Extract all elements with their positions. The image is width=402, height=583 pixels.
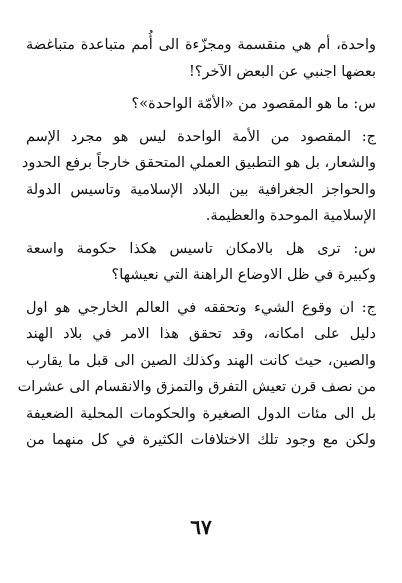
answer-line: ج: المقصود من الأمة الواحدة ليس هو مجرد الإسم: [26, 128, 376, 145]
page-body-text: [17, 32, 376, 454]
answer-line: ج: ان وقوع الشيء وتحققه في العالم الخارجي هو اول: [26, 299, 376, 316]
text-line: من نصف قرن تعيش التفرق والتمزق والانقسام الى عشرات: [17, 379, 376, 395]
text-line: ولكن مع وجود تلك الاختلافات الكثيرة في كل منهما من: [26, 432, 376, 448]
text-line: بل الى مئات الدول الصغيرة والحكومات المحلية الضعيفة: [26, 405, 376, 422]
question-line: س: ما هو المقصود من «الأمّة الواحدة»؟: [131, 96, 376, 112]
text-line: الإسلامية الموحدة والعظيمة.: [205, 208, 376, 224]
text-line: واحدة، أم هي منقسمة ومجزّءة الى أُمم متباعدة متباغضة: [26, 37, 376, 53]
text-line: بعضها اجنبي عن البعض الآخر؟!: [188, 63, 376, 80]
page-number: ٦٧: [190, 515, 212, 539]
text-line: والشعار، بل هو التطبيق العملي المتحقق خارجاً برفع الحدود: [21, 155, 376, 171]
text-line: والحواجز الجغرافية بين البلاد الإسلامية وتاسيس الدولة: [26, 181, 376, 198]
question-line: س: ترى هل بالامكان تاسيس هكذا حكومة واسعة: [26, 240, 376, 257]
text-line: والصين، حيث كانت الهند وكذلك الصين الى قبل ما يقارب: [26, 352, 376, 369]
text-line: وكبيرة في ظل الاوضاع الراهنة التي نعيشها؟: [111, 267, 376, 283]
text-line: دليل على امكانه، وقد تحقق هذا الامر في بلاد الهند: [26, 326, 376, 342]
